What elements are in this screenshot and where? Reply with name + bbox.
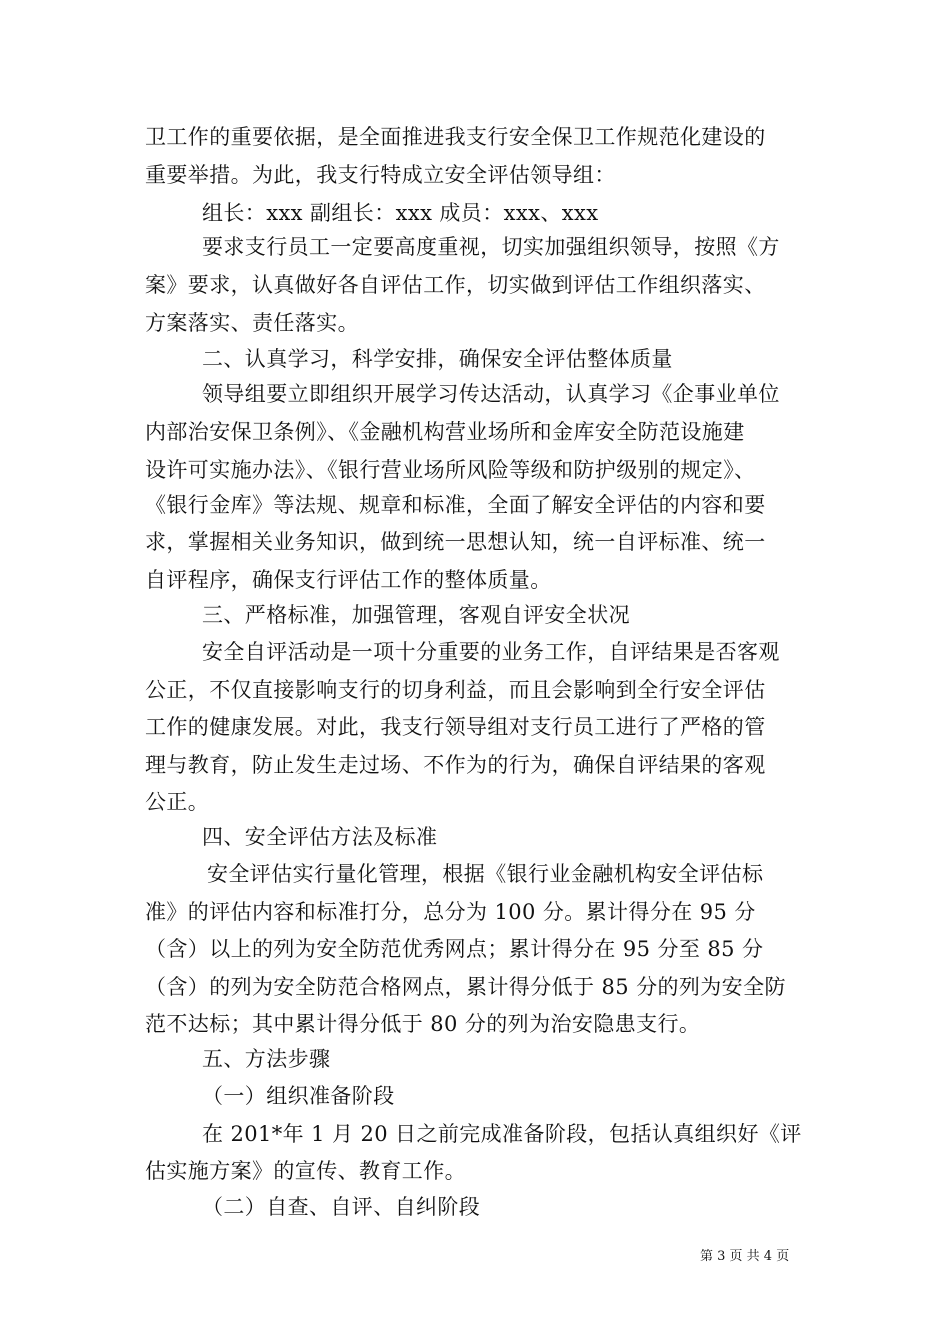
text-line: 公正，不仅直接影响支行的切身利益，而且会影响到全行安全评估 (145, 678, 766, 702)
sub-heading: （二）自查、自评、自纠阶段 (202, 1195, 481, 1219)
text-line: 公正。 (145, 790, 210, 814)
text-line: 求，掌握相关业务知识，做到统一思想认知，统一自评标准、统一 (145, 530, 766, 554)
section-heading: 四、安全评估方法及标准 (202, 825, 438, 849)
text-line: 工作的健康发展。对此，我支行领导组对支行员工进行了严格的管 (145, 715, 766, 739)
page-number: 第 3 页 共 4 页 (700, 1249, 790, 1264)
text-line: 范不达标；其中累计得分低于 80 分的列为治安隐患支行。 (145, 1012, 701, 1036)
text-line: （含）以上的列为安全防范优秀网点；累计得分在 95 分至 85 分 (145, 937, 764, 961)
text-line: 设许可实施办法》、《银行营业场所风险等级和防护级别的规定》、 (145, 458, 756, 482)
text-line: 方案落实、责任落实。 (145, 311, 359, 335)
text-line: 案》要求，认真做好各自评估工作，切实做到评估工作组织落实、 (145, 273, 766, 297)
text-line: 准》的评估内容和标准打分，总分为 100 分。累计得分在 95 分 (145, 900, 756, 924)
text-line: 理与教育，防止发生走过场、不作为的行为，确保自评结果的客观 (145, 753, 766, 777)
text-line: 《银行金库》等法规、规章和标准，全面了解安全评估的内容和要 (145, 493, 766, 517)
text-line: 安全自评活动是一项十分重要的业务工作，自评结果是否客观 (202, 640, 780, 664)
text-line: 重要举措。为此，我支行特成立安全评估领导组： (145, 163, 616, 187)
text-line: 组长：xxx 副组长：xxx 成员：xxx、xxx (202, 201, 599, 225)
section-heading: 三、严格标准，加强管理，客观自评安全状况 (202, 603, 630, 627)
text-line: 安全评估实行量化管理，根据《银行业金融机构安全评估标 (207, 862, 764, 886)
sub-heading: （一）组织准备阶段 (202, 1084, 395, 1108)
section-heading: 二、认真学习，科学安排，确保安全评估整体质量 (202, 347, 673, 371)
text-line: 领导组要立即组织开展学习传达活动，认真学习《企事业单位 (202, 382, 780, 406)
text-line: （含）的列为安全防范合格网点，累计得分低于 85 分的列为安全防 (145, 975, 786, 999)
section-heading: 五、方法步骤 (202, 1047, 331, 1071)
text-line: 卫工作的重要依据，是全面推进我支行安全保卫工作规范化建设的 (145, 125, 766, 149)
text-line: 在 201*年 1 月 20 日之前完成准备阶段，包括认真组织好《评 (202, 1122, 802, 1146)
text-line: 要求支行员工一定要高度重视，切实加强组织领导，按照《方 (202, 235, 780, 259)
text-line: 估实施方案》的宣传、教育工作。 (145, 1159, 466, 1183)
text-line: 内部治安保卫条例》、《金融机构营业场所和金库安全防范设施建 (145, 420, 745, 444)
text-line: 自评程序，确保支行评估工作的整体质量。 (145, 568, 552, 592)
